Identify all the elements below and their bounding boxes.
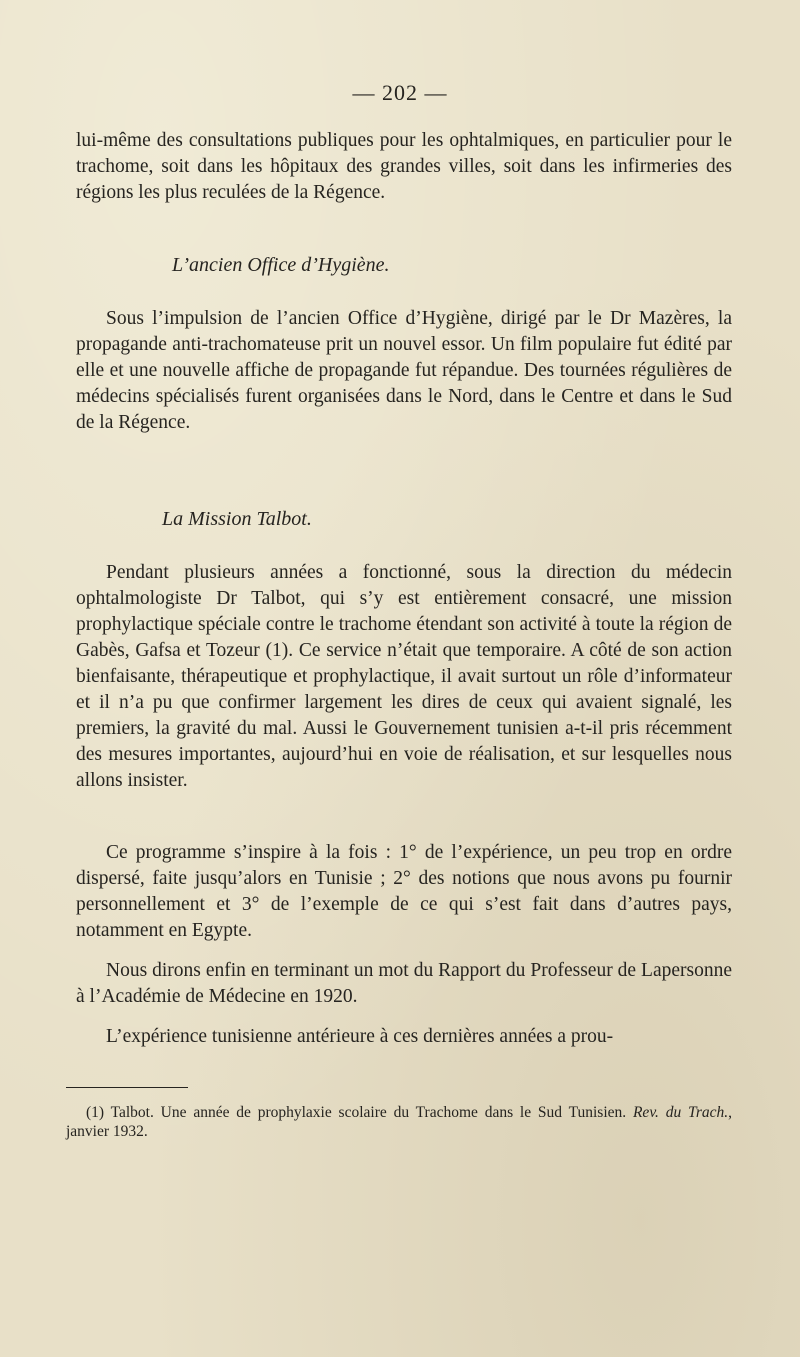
footnote-date: , janvier 1932. [66, 1104, 732, 1140]
paragraph-office-hygiene: Sous l’impulsion de l’ancien Office d’Hygiène, dirigé par le Dr Mazères, la propagande anti-trachomateuse prit un nouvel essor. Un film populaire fut édité par elle et une nouvelle affiche de propagande fut répandue. Des tournées régulières de médecins spécialisés furent organisées dans le Nord, dans le Centre et dans le Sud de la Régence. [76, 308, 732, 433]
page-number: — 202 — [352, 80, 448, 105]
section-heading-mission-talbot: La Mission Talbot. [162, 508, 312, 530]
paragraph-programme: Ce programme s’inspire à la fois : 1° de l’expérience, un peu trop en ordre dispersé, faite jusqu’alors en Tunisie ; 2° des notions que nous avons pu fournir personnellement et 3° de l’exemple de ce qui s’est fait dans d’autres pays, notamment en Egypte. [76, 842, 732, 941]
footnote-journal: Rev. du Trach. [632, 1104, 729, 1121]
paragraph-intro-continuation: lui-même des consultations publiques pour les ophtalmiques, en particulier pour le trachome, soit dans les hôpitaux des grandes villes, soit dans les infirmeries des régions les plus reculées de la Régence. [76, 130, 732, 203]
paragraph-experience: L’expérience tunisienne antérieure à ces dernières années a prou- [106, 1026, 614, 1047]
footnote-text: (1) Talbot. Une année de prophylaxie scolaire du Trachome dans le Sud Tunisien. [86, 1104, 633, 1121]
paragraph-rapport: Nous dirons enfin en terminant un mot du Rapport du Professeur de Lapersonne à l’Académie de Médecine en 1920. [76, 960, 732, 1007]
footnote [66, 1103, 732, 1141]
section-heading-office-hygiene: L’ancien Office d’Hygiène. [172, 254, 390, 276]
paragraph-mission-talbot: Pendant plusieurs années a fonctionné, sous la direction du médecin ophtalmologiste Dr Talbot, qui s’y est entièrement consacré, une mission prophylactique spéciale contre le trachome étendant son activité à toute la région de Gabès, Gafsa et Tozeur (1). Ce service n’était que temporaire. A côté de son action bienfaisante, thérapeutique et prophylactique, il avait surtout un rôle d’informateur et il n’a pu que confirmer largement les dires de ceux qui avaient signalé, les premiers, la gravité du mal. Aussi le Gouvernement tunisien a-t-il pris récemment des mesures importantes, aujourd’hui en voie de réalisation, et sur lesquelles nous allons insister. [76, 562, 732, 791]
footnote-divider [66, 1087, 188, 1088]
